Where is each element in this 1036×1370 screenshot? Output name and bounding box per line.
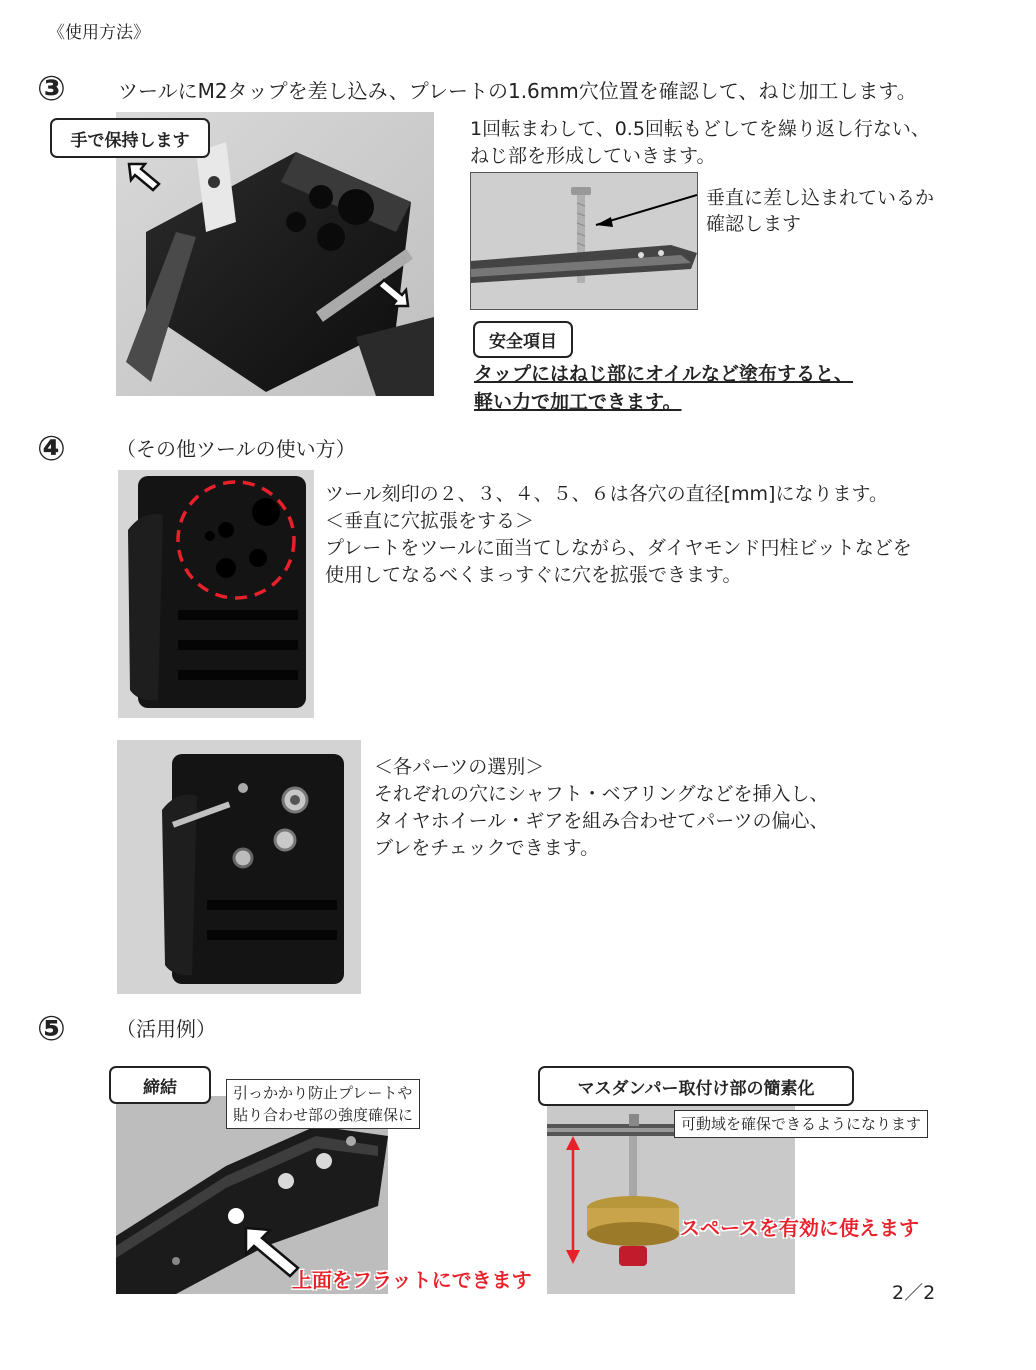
safety-line-1: タップにはねじ部にオイルなど塗布すると、 [474, 363, 854, 385]
section-4-para2-line-4: ブレをチェックできます。 [374, 837, 600, 859]
safety-line-2: 軽い力で加工できます。 [474, 391, 682, 413]
section-4-para2-line-3: タイヤホイール・ギアを組み合わせてパーツの偏心、 [374, 810, 829, 832]
vertical-note-line-1: 垂直に差し込まれているか [706, 187, 935, 209]
hole-gauge-photo [118, 470, 314, 718]
fastening-note [226, 1079, 420, 1129]
fastening-tag: 締結 [109, 1066, 211, 1104]
section-4-para1-line-1: ツール刻印の２、３、４、５、６は各穴の直径[mm]になります。 [325, 483, 888, 505]
up-arrow-icon [372, 276, 412, 310]
section-5-number: ⑤ [37, 1009, 66, 1049]
page-title: 《使用方法》 [48, 23, 150, 43]
page-number: 2／2 [892, 1282, 936, 1304]
section-4-para1-line-2: ＜垂直に穴拡張をする＞ [325, 510, 535, 532]
space-red-text: スペースを有効に使えます [680, 1216, 919, 1240]
section-3-heading: ツールにM2タップを差し込み、プレートの1.6mm穴位置を確認して、ねじ加工します。 [118, 79, 917, 103]
section-3-desc-line-1: 1回転まわして、0.5回転もどしてを繰り返し行ない、 [470, 118, 930, 140]
hold-by-hand-tag: 手で保持します [50, 118, 210, 158]
section-4-para2-line-1: ＜各パーツの選別＞ [374, 756, 545, 778]
parts-check-photo [117, 740, 361, 994]
mass-damper-note: 可動域を確保できるようになります [674, 1110, 928, 1138]
mass-damper-tag: マスダンパー取付け部の簡素化 [538, 1066, 854, 1106]
fastening-note-line-2: 貼り合わせ部の強度確保に [233, 1106, 414, 1124]
section-4-heading: （その他ツールの使い方） [116, 437, 356, 461]
section-4-para1-line-4: 使用してなるべくまっすぐに穴を拡張できます。 [325, 564, 742, 586]
down-arrow-icon [125, 160, 165, 194]
safety-tag: 安全項目 [473, 321, 573, 358]
flat-top-red-text: 上面をフラットにできます [292, 1268, 532, 1292]
section-4-number: ④ [37, 429, 66, 469]
section-3-number: ③ [37, 69, 66, 109]
screw-in-plate-photo [470, 172, 698, 310]
vertical-note-line-2: 確認します [706, 213, 802, 235]
section-3-desc-line-2: ねじ部を形成していきます。 [470, 145, 716, 167]
section-5-heading: （活用例） [116, 1017, 216, 1041]
section-4-para1-line-3: プレートをツールに面当てしながら、ダイヤモンド円柱ビットなどを [325, 537, 912, 559]
section-4-para2-line-2: それぞれの穴にシャフト・ベアリングなどを挿入し、 [374, 783, 829, 805]
fastening-note-line-1: 引っかかり防止プレートや [233, 1084, 413, 1102]
